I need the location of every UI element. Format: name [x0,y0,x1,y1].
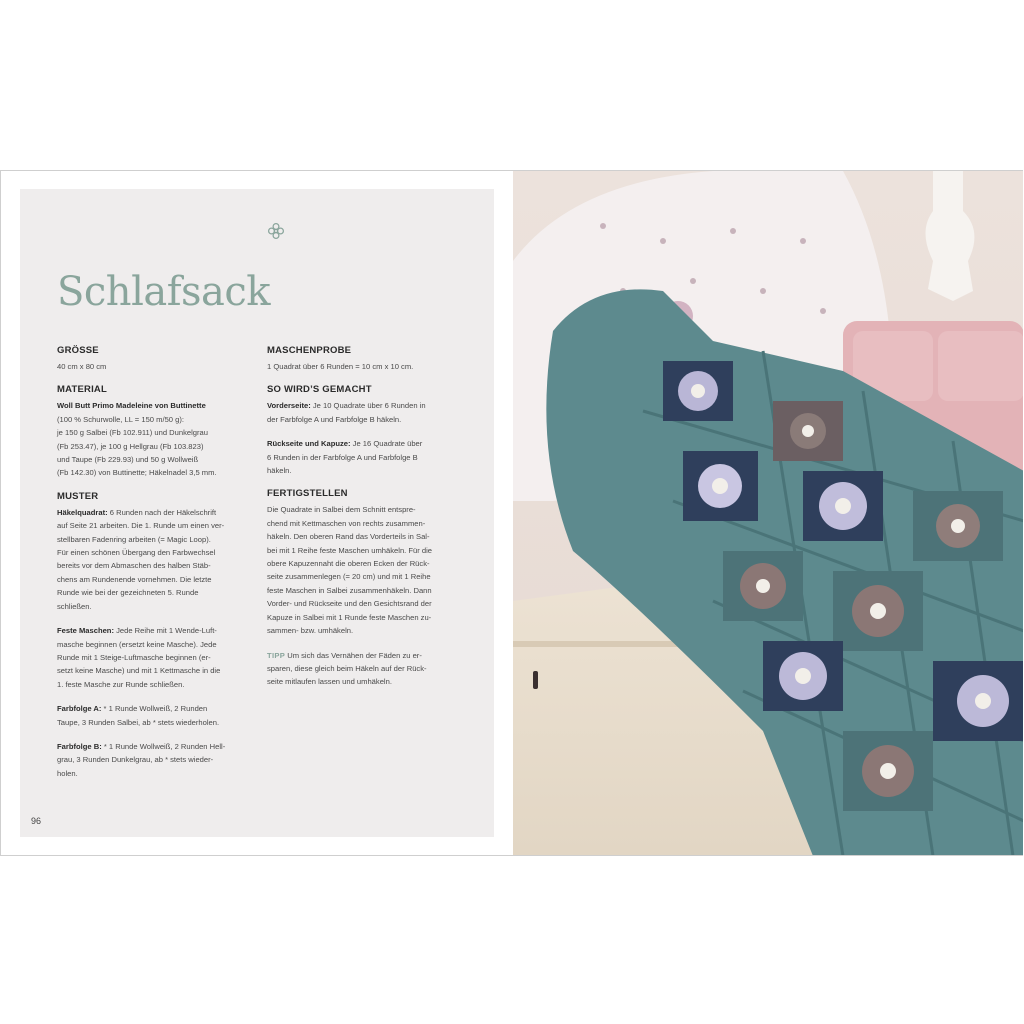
section-heading: MUSTER [57,490,99,502]
page-title: Schlafsack [57,269,271,315]
paragraph-farbfolge-b: Farbfolge B: * 1 Runde Wollweiß, 2 Runden Hell- grau, 3 Runden Dunkelgrau, ab * stets wieder- holen. [57,741,226,778]
section-material [57,384,253,479]
section-heading: SO WIRD’S GEMACHT [267,384,372,396]
section-so-wirds-gemacht [267,384,467,477]
section-muster [57,491,253,780]
section-heading: FERTIGSTELLEN [267,488,348,500]
left-column [57,345,253,791]
paragraph-rueckseite: Rückseite und Kapuze: Je 16 Quadrate über 6 Runden in der Farbfolge A und Farbfolge B häkeln. [267,439,423,476]
tipp-label: TIPP [267,650,286,660]
tipp-box [267,649,467,689]
paragraph-vorderseite: Vorderseite: Je 10 Quadrate über 6 Runden in der Farbfolge A und Farbfolge B häkeln. [267,401,426,424]
right-column [267,345,467,700]
section-text: Die Quadrate in Salbei dem Schnitt entspre- chend mit Kettmaschen von rechts zusammen- häkeln. Den oberen Rand das Vorderteils in Sal- bei mit 1 Reihe feste Maschen umhäkeln. Für die obere Kapuzennaht die oberen Ecken der Rück- seite zusammenlegen (= 20 cm) und mit 1 Reihe feste Maschen in Salbei zusammenhäkeln. Dann Vorder- und Rückseite und den Gesichtsrand der Kapuze in Salbei mit 1 Runde feste Maschen zu- sammen- bzw. umhäkeln. [267,505,433,636]
section-groesse [57,345,253,373]
page-number: 96 [31,816,42,826]
section-heading: MATERIAL [57,384,107,396]
flower-ornament-icon [267,222,285,240]
paragraph-farbfolge-a: Farbfolge A: * 1 Runde Wollweiß, 2 Runden Taupe, 3 Runden Salbei, ab * stets wiederholen. [57,704,220,727]
section-fertigstellen [267,488,467,688]
section-text: Woll Butt Primo Madeleine von Buttinette (100 % Schurwolle, LL = 150 m/50 g): je 150 g Salbei (Fb 102.911) und Dunkelgrau (Fb 253.47), je 100 g Hellgrau (Fb 103.823) und Taupe (Fb 229.93) und 50 g Wollweiß (Fb 142.30) von Buttinette; Häkelnadel 3,5 mm. [57,401,217,478]
section-text: 1 Quadrat über 6 Runden = 10 cm x 10 cm. [267,362,414,371]
tipp-text: Um sich das Vernähen der Fäden zu er- sparen, diese gleich beim Häkeln auf der Rück- seite mitlaufen lassen und umhäkeln. [267,650,427,687]
crochet-blanket-photo [513,171,1023,856]
text-panel [20,189,494,837]
section-heading: MASCHENPROBE [267,345,352,356]
paragraph-feste-maschen: Feste Maschen: Jede Reihe mit 1 Wende-Luft- masche beginnen (ersetzt keine Masche). Jede Runde mit 1 Steige-Luftmasche beginnen (er- setzt keine Masche) und mit 1 Kettmasche in die 1. feste Masche zur Runde schließen. [57,626,221,689]
paragraph-haekelquadrat: Häkelquadrat: 6 Runden nach der Häkelschrift auf Seite 21 arbeiten. Die 1. Runde um einen ver- stellbaren Fadenring arbeiten (= Magic Loop). Für einen schönen Übergang den Farbwechsel bereits vor dem Abmaschen des halben Stäb- chens am Rundenende vornehmen. Die letzte Runde wie bei der gezeichneten 5. Runde schließen. [57,507,225,611]
section-text: 40 cm x 80 cm [57,362,107,371]
book-spread [0,170,1023,856]
section-heading: GRÖSSE [57,345,99,356]
section-maschenprobe [267,345,467,373]
